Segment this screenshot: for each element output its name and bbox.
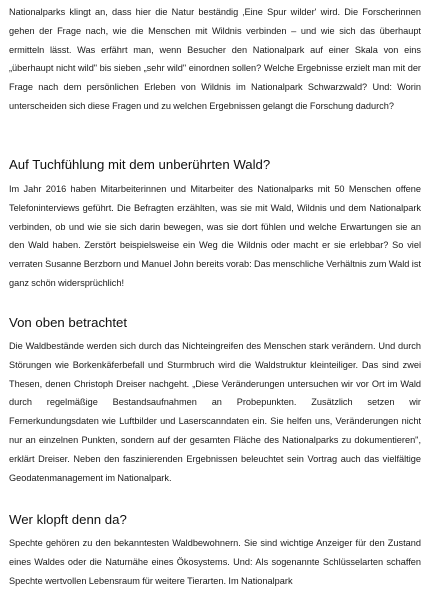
- section-heading-wer-klopft: Wer klopft denn da?: [9, 512, 127, 527]
- intro-paragraph: Nationalparks klingt an, dass hier die Natur beständig ‚Eine Spur wilder' wird. Die Forscherinnen gehen der Frage nach, wie die Menschen mit Wildnis verbinden – und wie sich das überhaupt ermitteln lässt. Was erfährt man, wenn Besucher den Nationalpark auf einer Skala von eins „überhaupt nicht wild" bis sieben „sehr wild" einordnen sollen? Welche Ergebnisse erzielt man mit der Frage nach dem persönlichen Erleben von Wildnis im Nationalpark Schwarzwald? Und: Worin unterscheiden sich diese Fragen und zu welchen Ergebnissen gelangt die Forschung dadurch?: [9, 7, 421, 111]
- document-page: [9, 0, 422, 600]
- section-heading-tuchfuehlung: Auf Tuchfühlung mit dem unberührten Wald?: [9, 157, 271, 172]
- section-paragraph-von-oben: Die Waldbestände werden sich durch das Nichteingreifen des Menschen stark verändern. Und durch Störungen wie Borkenkäferbefall und Sturmbruch wird die Waldstruktur kleinteiliger. Das sind zwei Thesen, denen Christoph Dreiser nachgeht. „Diese Veränderungen untersuchen wir vor Ort im Wald durch regelmäßige Bestandsaufnahmen an Probepunkten. Zusätzlich setzen wir Fernerkundungsdaten wie Luftbilder und Laserscanndaten ein. Sie helfen uns, Veränderungen nicht nur an einzelnen Punkten, sondern auf der gesamten Fläche des Nationalparks zu dokumentieren", erklärt Dreiser. Neben den faszinierenden Ergebnissen beleuchtet sein Vortrag auch das vielfältige Geodatenmanagement im Nationalpark.: [9, 341, 421, 483]
- section-heading-von-oben: Von oben betrachtet: [9, 315, 128, 330]
- section-paragraph-tuchfuehlung: Im Jahr 2016 haben Mitarbeiterinnen und Mitarbeiter des Nationalparks mit 50 Menschen offene Telefoninterviews geführt. Die Befragten erzählten, was sie mit Wald, Wildnis und dem Nationalpark verbinden, ob und wie sie sich darin bewegen, was sie dort fühlen und welche Erwartungen sie an den Wald haben. Zerstört beispielsweise ein Weg die Wildnis oder macht er sie erlebbar? So viel verraten Susanne Berzborn und Manuel John bereits vorab: Das menschliche Verhältnis zum Wald ist ganz schön widersprüchlich!: [9, 184, 421, 288]
- section-paragraph-wer-klopft: Spechte gehören zu den bekanntesten Waldbewohnern. Sie sind wichtige Anzeiger für den Zustand eines Waldes oder die Naturnähe eines Ökosystems. Und: Als sogenannte Schlüsselarten schaffen Spechte wertvollen Lebensraum für weitere Tierarten. Im Nationalpark: [9, 538, 421, 586]
